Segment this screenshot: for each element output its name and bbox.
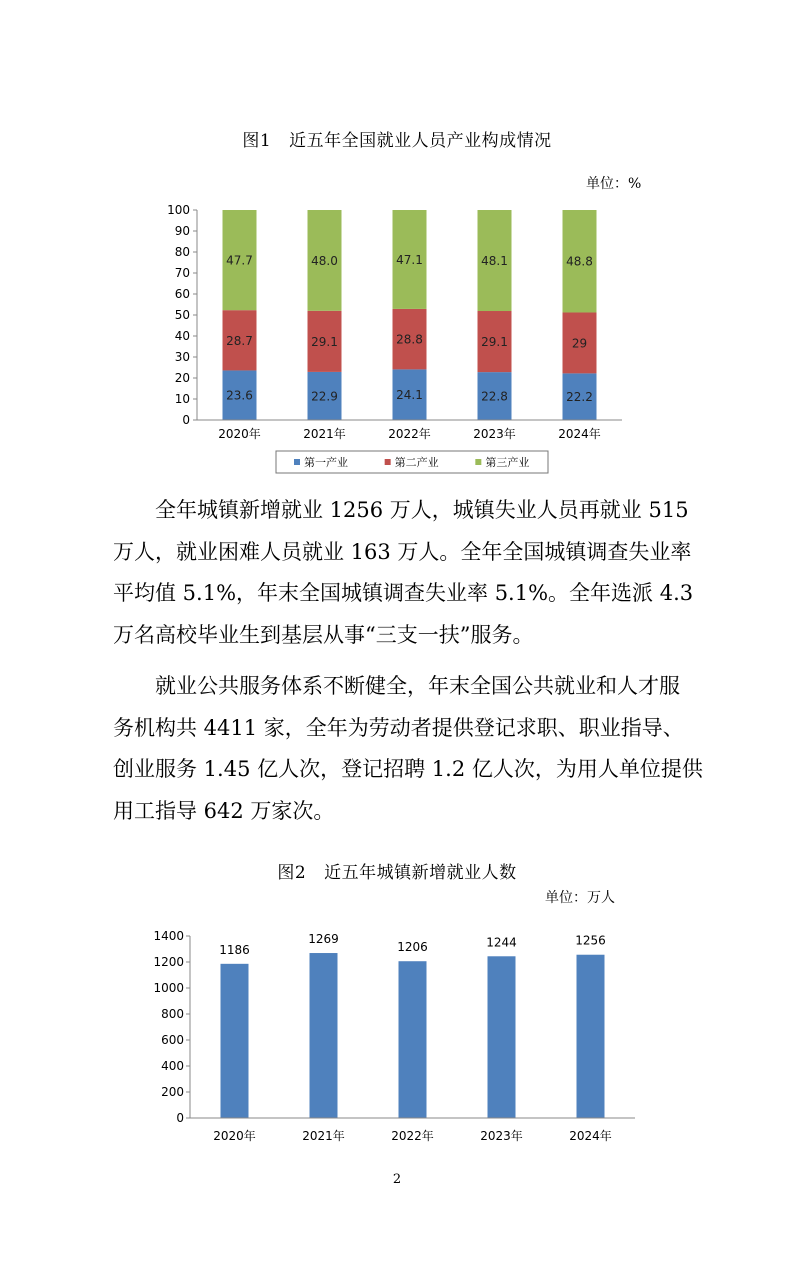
- data-label: 1186: [219, 942, 250, 957]
- data-label: 22.9: [311, 389, 338, 404]
- figure2-unit: 单位：万人: [545, 890, 615, 906]
- x-tick-label: 2024年: [558, 427, 601, 441]
- paragraph-line: 用工指导 642 万家次。: [113, 798, 335, 823]
- y-tick-label: 1200: [153, 955, 184, 969]
- data-label: 23.6: [226, 388, 253, 403]
- paragraph-public-service: [113, 666, 703, 832]
- bar: [221, 964, 249, 1118]
- paragraph-line: 就业公共服务体系不断健全，年末全国公共就业和人才服: [155, 674, 680, 698]
- figure1-caption: 近五年全国就业人员产业构成情况: [289, 131, 552, 151]
- y-tick-label: 20: [174, 371, 190, 385]
- x-tick-label: 2023年: [473, 427, 516, 441]
- data-label: 1244: [486, 935, 517, 950]
- x-tick-label: 2021年: [303, 427, 346, 441]
- bar: [399, 961, 427, 1118]
- y-tick-label: 800: [161, 1007, 184, 1021]
- stacked-bar-chart: [150, 198, 640, 480]
- y-tick-label: 0: [176, 1111, 184, 1125]
- figure1-number: 图1: [242, 131, 272, 151]
- data-label: 28.7: [226, 333, 253, 348]
- data-label: 29.1: [481, 335, 508, 350]
- figure2-number: 图2: [277, 863, 307, 883]
- y-tick-label: 90: [174, 224, 190, 238]
- x-tick-label: 2023年: [480, 1129, 523, 1143]
- data-label: 1269: [308, 932, 339, 947]
- data-label: 48.0: [311, 253, 338, 268]
- bar: [310, 953, 338, 1118]
- y-tick-label: 1000: [153, 981, 184, 995]
- data-label: 48.1: [481, 254, 508, 269]
- data-label: 47.1: [396, 252, 423, 267]
- data-label: 1206: [397, 940, 428, 955]
- data-label: 1256: [575, 933, 606, 948]
- legend-label: 第二产业: [394, 456, 439, 469]
- legend-swatch: [294, 459, 300, 465]
- x-tick-label: 2022年: [391, 1129, 434, 1143]
- data-label: 22.8: [481, 389, 508, 404]
- y-tick-label: 80: [174, 245, 190, 259]
- legend-label: 第一产业: [304, 456, 348, 469]
- data-label: 47.7: [226, 253, 253, 268]
- legend-label: 第三产业: [485, 456, 530, 469]
- paragraph-line: 务机构共 4411 家，全年为劳动者提供登记求职、职业指导、: [113, 715, 684, 740]
- data-label: 28.8: [396, 332, 423, 347]
- x-tick-label: 2020年: [218, 427, 261, 441]
- y-tick-label: 40: [174, 329, 190, 343]
- paragraph-line: 万人，就业困难人员就业 163 万人。全年全国城镇调查失业率: [113, 539, 692, 564]
- chart-legend: [276, 451, 548, 473]
- figure1-title: [0, 126, 794, 151]
- y-tick-label: 100: [167, 203, 190, 217]
- paragraph-line: 创业服务 1.45 亿人次，登记招聘 1.2 亿人次，为用人单位提供: [113, 757, 703, 781]
- x-tick-label: 2021年: [302, 1129, 345, 1143]
- paragraph-employment: [113, 490, 694, 656]
- figure1-unit: 单位：%: [586, 176, 642, 192]
- figure2-caption: 近五年城镇新增就业人数: [324, 863, 517, 883]
- bar-chart: [145, 922, 645, 1150]
- y-tick-label: 50: [174, 308, 190, 322]
- x-tick-label: 2020年: [213, 1129, 256, 1143]
- data-label: 24.1: [396, 388, 423, 403]
- y-tick-label: 1400: [153, 929, 184, 943]
- x-tick-label: 2022年: [388, 427, 431, 441]
- legend-swatch: [385, 459, 391, 465]
- paragraph-line: 平均值 5.1%，年末全国城镇调查失业率 5.1%。全年选派 4.3: [113, 581, 694, 605]
- bar: [577, 955, 605, 1118]
- legend-swatch: [475, 459, 481, 465]
- data-label: 22.2: [566, 390, 593, 405]
- x-tick-label: 2024年: [569, 1129, 612, 1143]
- y-tick-label: 10: [174, 392, 190, 406]
- y-tick-label: 60: [174, 287, 190, 301]
- y-tick-label: 70: [174, 266, 190, 280]
- y-tick-label: 30: [174, 350, 190, 364]
- page-number: 2: [392, 1172, 402, 1187]
- figure2-title: [0, 858, 794, 883]
- paragraph-line: 万名高校毕业生到基层从事“三支一扶”服务。: [113, 622, 534, 647]
- data-label: 48.8: [566, 254, 593, 269]
- bar: [488, 956, 516, 1118]
- data-label: 29: [571, 336, 588, 351]
- y-tick-label: 200: [161, 1085, 184, 1099]
- data-label: 29.1: [311, 334, 338, 349]
- y-tick-label: 400: [161, 1059, 184, 1073]
- paragraph-line: 全年城镇新增就业 1256 万人，城镇失业人员再就业 515: [155, 498, 689, 522]
- y-tick-label: 600: [161, 1033, 184, 1047]
- y-tick-label: 0: [182, 413, 190, 427]
